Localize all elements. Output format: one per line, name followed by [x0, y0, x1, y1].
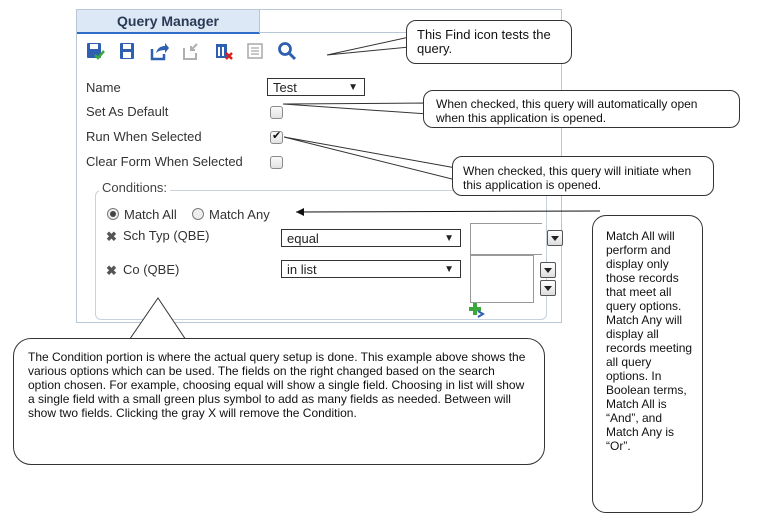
- condition-operator-value: in list: [287, 262, 317, 277]
- find-icon-callout: This Find icon tests the query.: [406, 20, 572, 64]
- remove-condition-icon[interactable]: ✖: [106, 263, 117, 278]
- chevron-down-icon: ▼: [444, 233, 454, 244]
- chevron-down-icon: ▼: [444, 264, 454, 275]
- condition-operator-value: equal: [287, 231, 319, 246]
- clear-form-label: Clear Form When Selected: [86, 154, 243, 169]
- run-when-selected-label: Run When Selected: [86, 129, 202, 144]
- run-when-selected-callout: When checked, this query will initiate when this application is opened.: [452, 156, 714, 196]
- conditions-legend: Conditions:: [99, 180, 170, 195]
- name-label: Name: [86, 80, 121, 95]
- match-any-label: Match Any: [209, 207, 270, 222]
- condition-field-label: Sch Typ (QBE): [123, 228, 210, 243]
- query-name-value: Test: [273, 80, 297, 95]
- set-default-callout: When checked, this query will automatically open when this application is opened.: [423, 90, 740, 128]
- remove-condition-icon[interactable]: ✖: [106, 229, 117, 244]
- chevron-down-icon: ▼: [348, 82, 358, 93]
- condition-field-label: Co (QBE): [123, 262, 180, 277]
- condition-callout: The Condition portion is where the actual query setup is done. This example above shows the various options which can be used. The fields on the right changed based on the search option chosen. For example, choosing equal will show a single field. Choosing in list will show a single field with a small green plus symbol to add as many fields as needed. Between will show two fields. Clicking the gray X will remove the Condition.: [13, 338, 545, 465]
- match-all-label: Match All: [124, 207, 177, 222]
- match-options-callout: Match All will perform and display only those records that meet all query options. Match Any will display all records meeting all query options. In Boolean terms, Match All is “And”, and Match Any is “Or”.: [592, 215, 703, 513]
- tab-query-manager[interactable]: Query Manager: [77, 10, 260, 34]
- set-default-label: Set As Default: [86, 104, 169, 119]
